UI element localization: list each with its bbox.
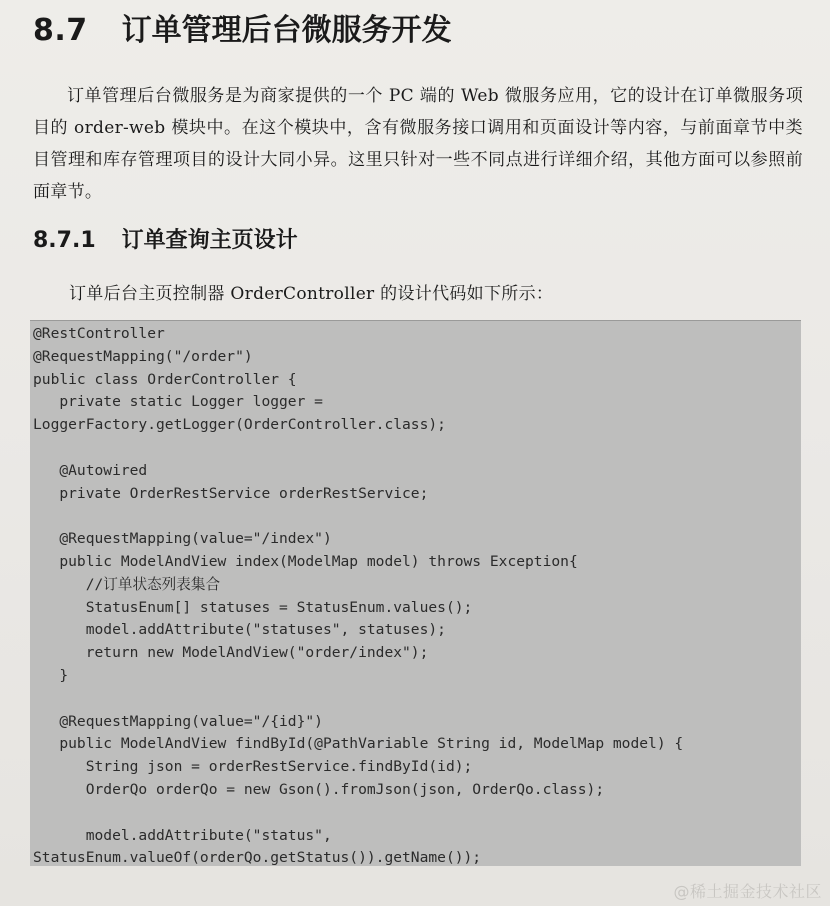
code-line: } bbox=[33, 666, 69, 684]
code-line bbox=[33, 437, 801, 460]
subsection-heading bbox=[33, 228, 298, 254]
code-line: return new ModelAndView("order/index"); bbox=[33, 644, 429, 662]
code-line: LoggerFactory.getLogger(OrderController.class); bbox=[33, 416, 446, 434]
code-line: @RequestMapping(value="/{id}") bbox=[33, 712, 323, 730]
code-line: private OrderRestService orderRestService; bbox=[33, 484, 429, 502]
code-line bbox=[33, 505, 801, 528]
watermark: @稀土掘金技术社区 bbox=[673, 882, 822, 901]
code-line: public ModelAndView findById(@PathVariable String id, ModelMap model) { bbox=[33, 735, 684, 753]
code-line: StatusEnum.valueOf(orderQo.getStatus()).getName()); bbox=[33, 849, 482, 867]
code-line: public class OrderController { bbox=[33, 370, 297, 388]
code-line: //订单状态列表集合 bbox=[33, 575, 221, 593]
section-heading bbox=[33, 14, 452, 47]
code-line: @RequestMapping("/order") bbox=[33, 347, 253, 365]
code-line: model.addAttribute("status", bbox=[33, 826, 332, 844]
code-block bbox=[30, 320, 801, 866]
code-line bbox=[33, 802, 801, 825]
code-line: @RequestMapping(value="/index") bbox=[33, 530, 332, 548]
code-line: @RestController bbox=[33, 325, 165, 342]
code-intro-text: 订单后台主页控制器 OrderController 的设计代码如下所示： bbox=[69, 284, 554, 304]
code-listing bbox=[30, 321, 801, 870]
body-paragraph: 订单管理后台微服务是为商家提供的一个 PC 端的 Web 微服务应用，它的设计在订单微服务项目的 order-web 模块中。在这个模块中，含有微服务接口调用和页面设计等内容，与前面章节中类目管理和库存管理项目的设计大同小异。这里只针对一些不同点进行详细介绍，其他方面可以参照前面章节。 bbox=[33, 86, 803, 202]
code-line bbox=[33, 688, 801, 711]
code-line: @Autowired bbox=[33, 461, 148, 479]
subsection-title: 订单查询主页设计 bbox=[121, 228, 298, 253]
code-line: model.addAttribute("statuses", statuses); bbox=[33, 621, 446, 639]
code-line: public ModelAndView index(ModelMap model) throws Exception{ bbox=[33, 552, 578, 570]
code-line: private static Logger logger = bbox=[33, 393, 323, 411]
section-title: 订单管理后台微服务开发 bbox=[121, 13, 452, 48]
section-number: 8.7 bbox=[33, 13, 88, 48]
code-line: OrderQo orderQo = new Gson().fromJson(json, OrderQo.class); bbox=[33, 780, 605, 798]
code-line: StatusEnum[] statuses = StatusEnum.values(); bbox=[33, 598, 473, 616]
code-line: String json = orderRestService.findById(id); bbox=[33, 758, 473, 776]
subsection-number: 8.7.1 bbox=[33, 228, 96, 253]
